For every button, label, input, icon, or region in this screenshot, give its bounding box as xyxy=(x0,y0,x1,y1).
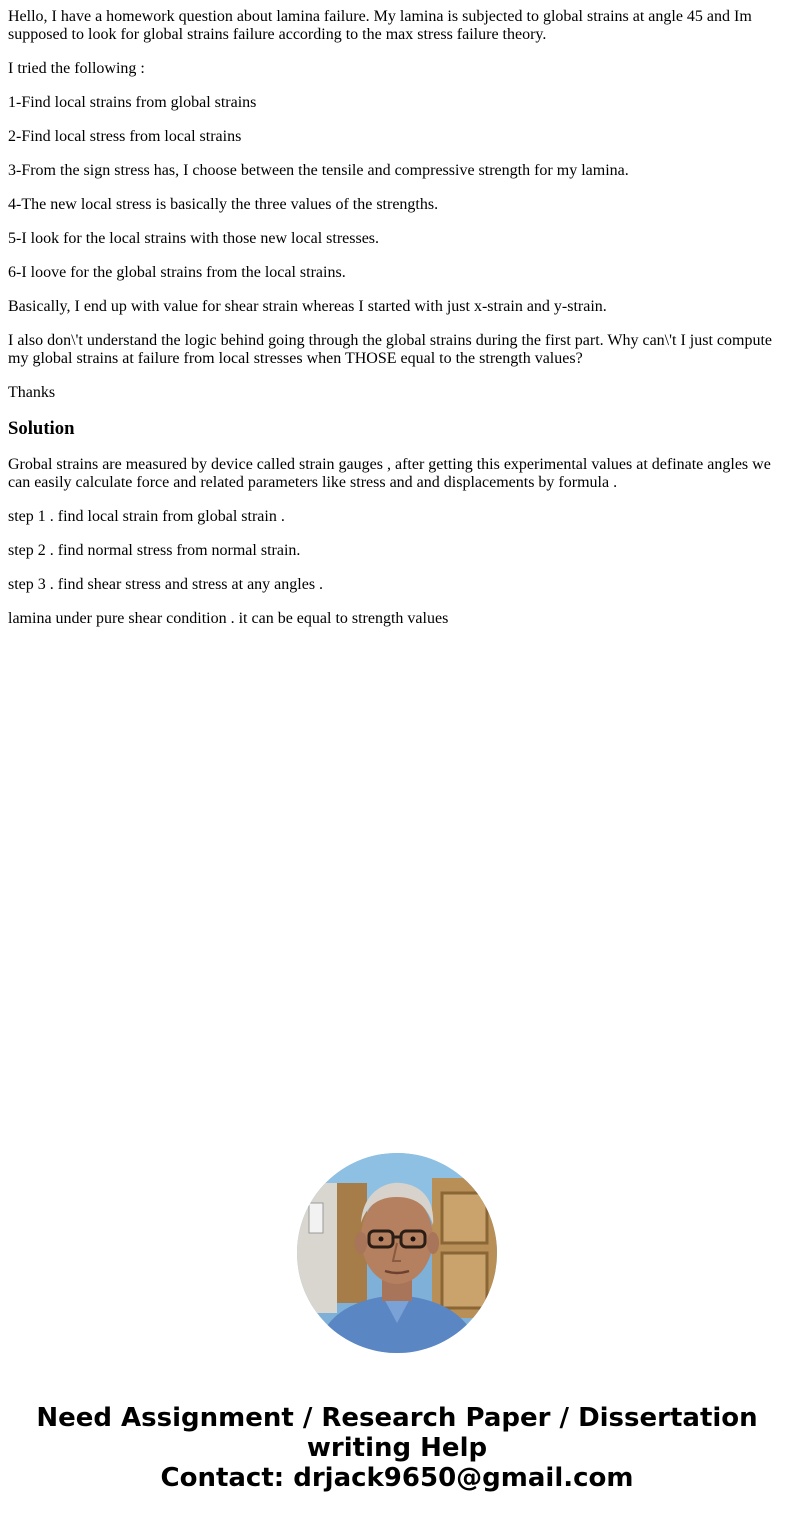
author-avatar xyxy=(297,1153,497,1353)
promo-contact-line: Contact: drjack9650@gmail.com xyxy=(160,1463,634,1493)
question-step-3: 3-From the sign stress has, I choose between the tensile and compressive strength for my lamina. xyxy=(8,162,629,179)
question-step-6: 6-I loove for the global strains from the local strains. xyxy=(8,264,346,281)
question-paragraph-summary: Basically, I end up with value for shear strain whereas I started with just x-strain and y-strain. xyxy=(8,298,607,315)
question-paragraph-logic: I also don\'t understand the logic behind going through the global strains during the first part. Why can\'t I just compute my global strains at failure from local stresses when THOSE equal to the strength values? xyxy=(8,332,772,367)
solution-step-1: step 1 . find local strain from global strain . xyxy=(8,508,285,525)
question-step-2: 2-Find local stress from local strains xyxy=(8,128,242,145)
solution-step-2: step 2 . find normal stress from normal strain. xyxy=(8,542,301,559)
question-step-4: 4-The new local stress is basically the three values of the strengths. xyxy=(8,196,439,213)
solution-conclusion: lamina under pure shear condition . it can be equal to strength values xyxy=(8,610,449,627)
promo-line-2: writing Help xyxy=(306,1433,488,1463)
document-content xyxy=(8,8,786,644)
promo-footer xyxy=(0,1403,794,1493)
solution-paragraph-1: Grobal strains are measured by device called strain gauges , after getting this experimental values at definate angles we can easily calculate force and related parameters like stress and and displacements by formula . xyxy=(8,456,771,491)
question-paragraph-1: Hello, I have a homework question about lamina failure. My lamina is subjected to global strains at angle 45 and Im supposed to look for global strains failure according to the max stress failure theory. xyxy=(8,8,752,43)
question-step-5: 5-I look for the local strains with those new local stresses. xyxy=(8,230,380,247)
question-step-1: 1-Find local strains from global strains xyxy=(8,94,257,111)
question-paragraph-2: I tried the following : xyxy=(8,60,145,77)
question-thanks: Thanks xyxy=(8,384,56,401)
solution-step-3: step 3 . find shear stress and stress at any angles . xyxy=(8,576,324,593)
promo-line-1: Need Assignment / Research Paper / Dissertation xyxy=(36,1403,758,1433)
solution-heading: Solution xyxy=(8,418,75,439)
author-portrait-image xyxy=(297,1153,497,1353)
